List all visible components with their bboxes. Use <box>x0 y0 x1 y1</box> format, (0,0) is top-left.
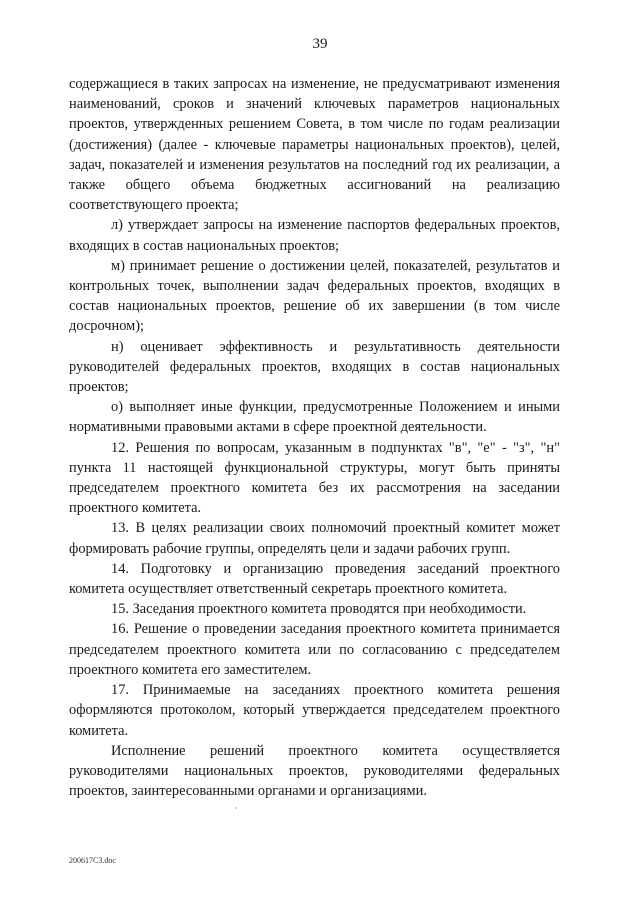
file-name-footer: 200617С3.doc <box>69 856 116 865</box>
paragraph-clause-12: 12. Решения по вопросам, указанным в подпунктах "в", "е" - "з", "н" пункта 11 настоящей функциональной структуры, могут быть приняты председателем проектного комитета без их рассмотрения на заседании проектного комитета. <box>69 439 560 517</box>
page-number: 39 <box>312 36 328 52</box>
paragraph-execution: Исполнение решений проектного комитета осуществляется руководителями национальных проектов, руководителями федеральных проектов, заинтересованными органами и организациями. <box>69 742 560 800</box>
paragraph-clause-16: 16. Решение о проведении заседания проектного комитета принимается председателем проектного комитета или по согласованию с председателем проектного комитета его заместителем. <box>69 621 560 678</box>
paragraph-item-n: н) оценивает эффективность и результативность деятельности руководителей федеральных проектов, входящих в состав национальных проектов; <box>69 338 560 396</box>
paragraph-item-m: м) принимает решение о достижении целей, показателей, результатов и контрольных точек, выполнении задач федеральных проектов, входящих в состав национальных проектов, решение об их завершении (в том числе досрочном); <box>69 257 560 335</box>
scan-speck <box>235 807 237 809</box>
document-body <box>69 74 560 801</box>
paragraph-clause-15: 15. Заседания проектного комитета проводятся при необходимости. <box>111 601 527 618</box>
paragraph-item-l: л) утверждает запросы на изменение паспортов федеральных проектов, входящих в состав национальных проектов; <box>69 217 560 254</box>
paragraph-clause-17: 17. Принимаемые на заседаниях проектного комитета решения оформляются протоколом, который утверждается председателем проектного комитета. <box>69 682 560 739</box>
paragraph-continuation: содержащиеся в таких запросах на изменение, не предусматривают изменения наименований, сроков и значений ключевых параметров национальных проектов, утвержденных решением Совета, в том числе по годам реализации (достижения) (далее - ключевые параметры национальных проектов), целей, задач, показателей и изменения результатов на последний год их реализации, а также общего объема бюджетных ассигнований на реализацию соответствующего проекта; <box>69 76 560 214</box>
paragraph-clause-13: 13. В целях реализации своих полномочий проектный комитет может формировать рабочие группы, определять цели и задачи рабочих групп. <box>69 520 560 557</box>
paragraph-clause-14: 14. Подготовку и организацию проведения заседаний проектного комитета осуществляет ответственный секретарь проектного комитета. <box>69 560 560 598</box>
paragraph-item-o: о) выполняет иные функции, предусмотренные Положением и иными нормативными правовыми актами в сфере проектной деятельности. <box>69 399 560 436</box>
